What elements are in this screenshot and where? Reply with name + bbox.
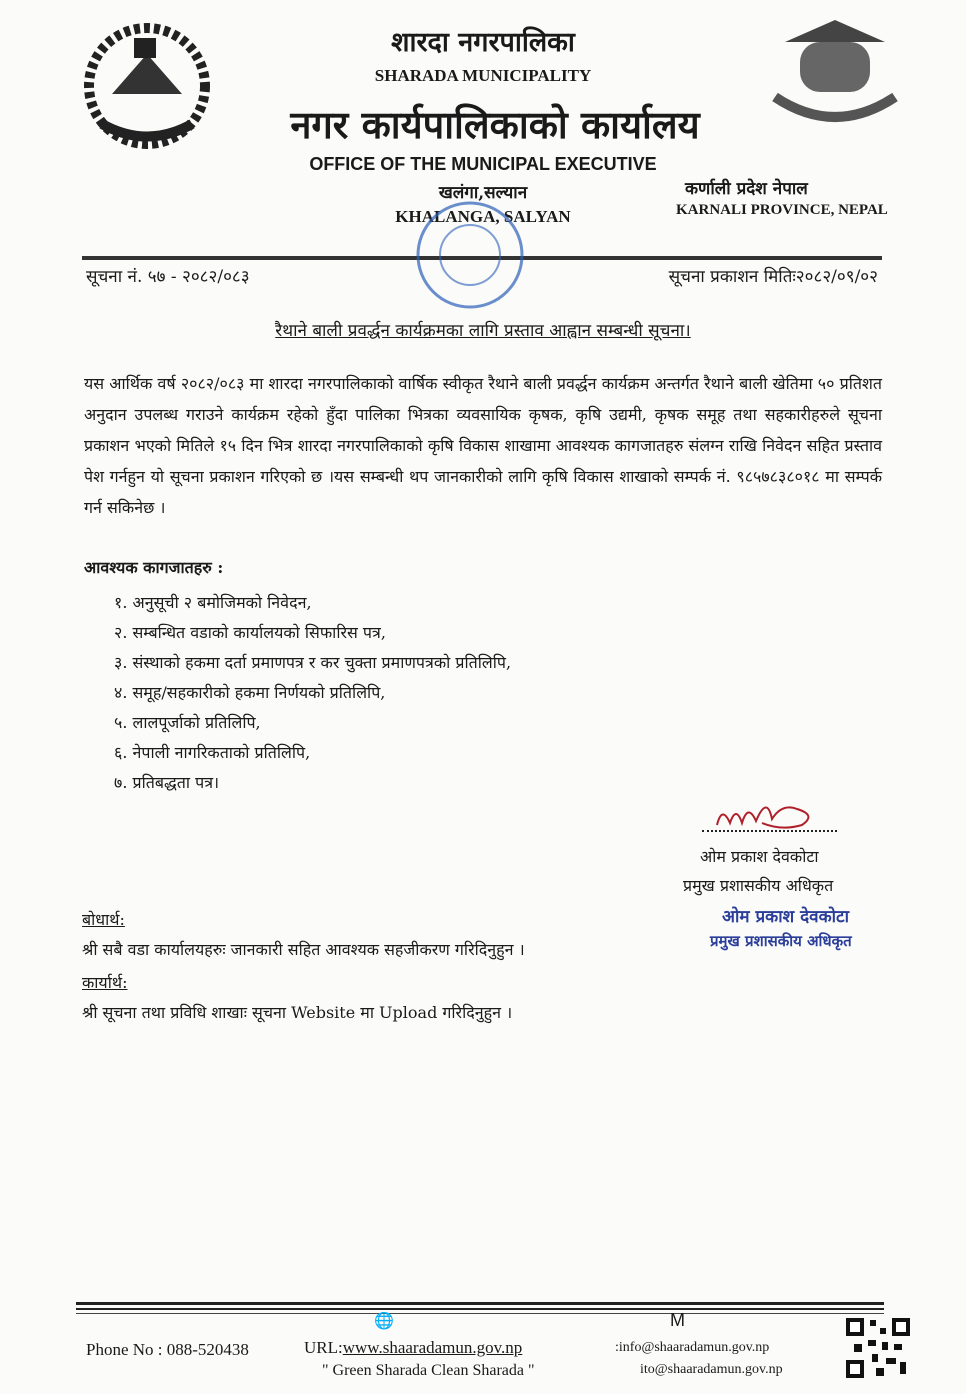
municipality-name-en: SHARADA MUNICIPALITY (374, 66, 592, 85)
list-item: ७. प्रतिबद्धता पत्र। (114, 773, 220, 792)
cc-action-line: श्री सूचना तथा प्रविधि शाखाः सूचना Website मा Upload गरिदिनुहुन । (82, 1003, 513, 1022)
qr-code (846, 1318, 910, 1378)
footer-slogan: " Green Sharada Clean Sharada " (322, 1362, 535, 1379)
office-name-en: OFFICE OF THE MUNICIPAL EXECUTIVE (309, 154, 657, 174)
footer-email-info[interactable]: :info@shaaradamun.gov.np (615, 1340, 770, 1355)
signatory-name: ओम प्रकाश देवकोटा (700, 847, 819, 866)
office-name-np: नगर कार्यपालिकाको कार्यालय (290, 102, 700, 147)
footer-phone: Phone No : 088-520438 (86, 1340, 249, 1359)
list-item: ६. नेपाली नागरिकताको प्रतिलिपि, (114, 743, 311, 762)
notice-number: सूचना नं. ५७ - २०८२/०८३ (86, 267, 250, 287)
title-stamp: प्रमुख प्रशासकीय अधिकृत (710, 932, 852, 950)
list-item: २. सम्बन्धित वडाको कार्यालयको सिफारिस पत्र, (114, 623, 386, 642)
office-stamp (400, 200, 540, 315)
url-label: URL: (304, 1338, 343, 1357)
footer-email-ito[interactable]: ito@shaaradamun.gov.np (640, 1362, 783, 1377)
cc-action-heading: कार्यार्थ: (82, 973, 128, 992)
signatory-title: प्रमुख प्रशासकीय अधिकृत (683, 876, 834, 895)
province-np: कर्णाली प्रदेश नेपाल (685, 179, 808, 199)
footer-divider (76, 1302, 884, 1305)
notice-body: यस आर्थिक वर्ष २०८२/०८३ मा शारदा नगरपालिकाको वार्षिक स्वीकृत रैथाने बाली प्रवर्द्धन कार्यक्रम अन्तर्गत रैथाने बाली खेतिमा ५० प्रतिशत अनुदान उपलब्ध गराउने कार्यक्रम रहेको हुँदा पालिका भित्रका व्यवसायिक कृषक, कृषि उद्यमी, कृषक समूह तथा सहकारीहरुले सूचना प्रकाशन भएको मितिले १५ दिन भित्र शारदा नगरपालिकाको कृषि विकास शाखामा आवश्यक कागजातहरु संलग्न राखि निवेदन सहित प्रस्ताव पेश गर्नहुन यो सूचना प्रकाशन गरिएको छ ।यस सम्बन्धी थप जानकारीको लागि कृषि विकास शाखाको सम्पर्क नं. ९८५७८३८०१८ मा सम्पर्क गर्न सकिनेछ । (84, 374, 882, 517)
name-stamp: ओम प्रकाश देवकोटा (722, 907, 849, 927)
footer-url (304, 1338, 522, 1358)
notice-subject: रैथाने बाली प्रवर्द्धन कार्यक्रमका लागि प्रस्ताव आह्वान सम्बन्धी सूचना। (275, 321, 691, 341)
list-item: ३. संस्थाको हकमा दर्ता प्रमाणपत्र र कर चुक्ता प्रमाणपत्रको प्रतिलिपि, (114, 653, 512, 672)
footer-divider (76, 1313, 884, 1314)
location-en: KHALANGA, SALYAN (395, 207, 571, 226)
url-link[interactable]: www.shaaradamun.gov.np (342, 1338, 523, 1357)
list-item: ४. समूह/सहकारीको हकमा निर्णयको प्रतिलिपि, (114, 683, 386, 702)
list-item: ५. लालपूर्जाको प्रतिलिपि, (114, 713, 261, 732)
handwritten-signature (712, 795, 822, 833)
globe-icon: 🌐 (374, 1311, 394, 1330)
requirements-list (114, 588, 511, 798)
mail-icon: M (670, 1310, 685, 1330)
location-np: खलंगा,सल्यान (438, 183, 528, 203)
municipality-name-np: शारदा नगरपालिका (391, 27, 575, 58)
footer-divider (76, 1308, 884, 1310)
notice-date: सूचना प्रकाशन मितिः२०८२/०९/०२ (668, 267, 878, 287)
cc-info-heading: बोधार्थ: (82, 910, 125, 929)
requirements-heading: आवश्यक कागजातहरु : (84, 558, 224, 577)
cc-info-line: श्री सबै वडा कार्यालयहरुः जानकारी सहित आवश्यक सहजीकरण गरिदिनुहुन । (82, 940, 525, 959)
province-en: KARNALI PROVINCE, NEPAL (676, 202, 888, 218)
signature-line (702, 830, 837, 832)
list-item: १. अनुसूची २ बमोजिमको निवेदन, (114, 593, 312, 612)
